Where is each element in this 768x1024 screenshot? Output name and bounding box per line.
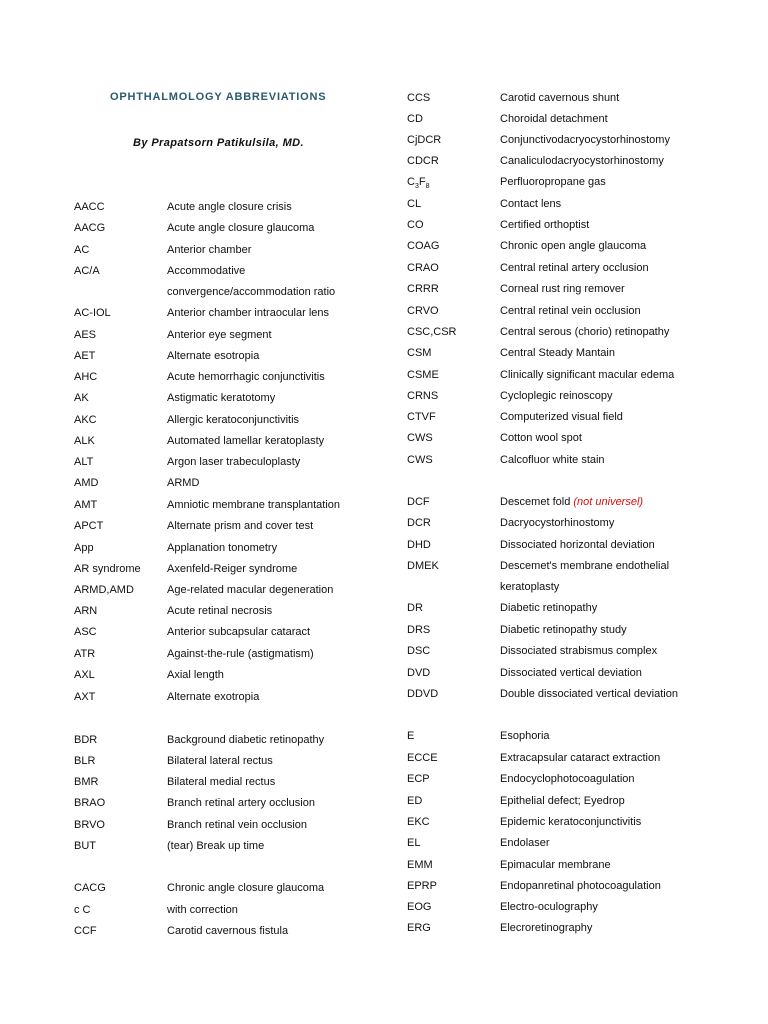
abbreviation: ATR — [74, 648, 96, 660]
definition: Amniotic membrane transplantation — [167, 499, 341, 511]
definition: Choroidal detachment — [500, 113, 608, 125]
abbreviation: BUT — [74, 840, 96, 852]
definition: convergence/accommodation ratio — [167, 286, 336, 298]
abbreviation: CDCR — [407, 155, 439, 167]
abbreviation: AK — [74, 392, 89, 404]
definition: Epithelial defect; Eyedrop — [500, 795, 625, 807]
abbreviation: CRAO — [407, 262, 439, 274]
abbreviation: AES — [74, 329, 97, 341]
subscript: 3 — [414, 183, 419, 190]
abbreviation: AMT — [74, 499, 98, 511]
definition: Background diabetic retinopathy — [167, 734, 325, 746]
definition: Age-related macular degeneration — [167, 584, 334, 596]
abbreviation: BMR — [74, 776, 99, 788]
abbreviation: CRRR — [407, 283, 439, 295]
abbreviation: DDVD — [407, 688, 439, 700]
definition: Central Steady Mantain — [500, 347, 615, 359]
definition: Applanation tonometry — [167, 542, 278, 554]
abbreviation: EL — [407, 837, 421, 849]
definition: Epidemic keratoconjunctivitis — [500, 816, 642, 828]
definition: Acute angle closure crisis — [167, 201, 292, 213]
definition: Dissociated horizontal deviation — [500, 539, 655, 551]
abbreviation: EKC — [407, 816, 430, 828]
abbreviation: BRAO — [74, 797, 106, 809]
definition: Axial length — [167, 669, 224, 681]
definition: Against-the-rule (astigmatism) — [167, 648, 314, 660]
definition: Diabetic retinopathy — [500, 602, 598, 614]
document-author: By Prapatsorn Patikulsila, MD. — [133, 137, 304, 149]
definition: Anterior eye segment — [167, 329, 272, 341]
definition: Extracapsular cataract extraction — [500, 752, 661, 764]
abbreviation: AC-IOL — [74, 307, 111, 319]
definition: Bilateral medial rectus — [167, 776, 276, 788]
definition: Dissociated strabismus complex — [500, 645, 658, 657]
definition: Cycloplegic reinoscopy — [500, 390, 613, 402]
abbreviation: ASC — [74, 626, 97, 638]
definition: Carotid cavernous shunt — [500, 92, 620, 104]
definition: Electro-oculography — [500, 901, 598, 913]
abbreviation: COAG — [407, 240, 440, 252]
definition: Bilateral lateral rectus — [167, 755, 273, 767]
abbreviation: DHD — [407, 539, 431, 551]
abbreviation: EPRP — [407, 880, 437, 892]
abbreviation: AMD — [74, 477, 99, 489]
subscript: 8 — [425, 183, 430, 190]
definition: Certified orthoptist — [500, 219, 590, 231]
definition: Dacryocystorhinostomy — [500, 517, 615, 529]
abbreviation — [407, 172, 430, 194]
abbreviation: AHC — [74, 371, 98, 383]
definition: Canaliculodacryocystorhinostomy — [500, 155, 664, 167]
definition: Branch retinal artery occlusion — [167, 797, 315, 809]
definition: Anterior subcapsular cataract — [167, 626, 311, 638]
definition: Diabetic retinopathy study — [500, 624, 627, 636]
abbreviation: c C — [74, 904, 91, 916]
abbreviation: CO — [407, 219, 424, 231]
abbreviation: EMM — [407, 859, 433, 871]
abbreviation: DMEK — [407, 560, 439, 572]
abbreviation: CSC,CSR — [407, 326, 457, 338]
definition: Chronic angle closure glaucoma — [167, 882, 325, 894]
abbreviation: BDR — [74, 734, 98, 746]
abbreviation: AET — [74, 350, 96, 362]
abbreviation: DVD — [407, 667, 431, 679]
definition: Acute angle closure glaucoma — [167, 222, 315, 234]
definition: Computerized visual field — [500, 411, 623, 423]
definition: Alternate exotropia — [167, 691, 260, 703]
red-note: (not universel) — [573, 496, 644, 508]
definition: Dissociated vertical deviation — [500, 667, 642, 679]
abbreviation: EOG — [407, 901, 432, 913]
abbreviation: BRVO — [74, 819, 105, 831]
abbreviation: CWS — [407, 432, 433, 444]
definition: Calcofluor white stain — [500, 454, 605, 466]
abbreviation: BLR — [74, 755, 96, 767]
abbreviation: CSM — [407, 347, 432, 359]
definition-text: Descemet fold — [500, 496, 574, 508]
abbreviation: CjDCR — [407, 134, 442, 146]
definition: Clinically significant macular edema — [500, 369, 675, 381]
definition: (tear) Break up time — [167, 840, 265, 852]
definition: Contact lens — [500, 198, 562, 210]
abbreviation: CSME — [407, 369, 439, 381]
abbreviation: CL — [407, 198, 422, 210]
definition: Epimacular membrane — [500, 859, 611, 871]
definition — [500, 492, 643, 512]
definition: Acute hemorrhagic conjunctivitis — [167, 371, 325, 383]
definition: Automated lamellar keratoplasty — [167, 435, 325, 447]
definition: Anterior chamber intraocular lens — [167, 307, 330, 319]
abbreviation-letter: C — [407, 176, 415, 188]
definition: Branch retinal vein occlusion — [167, 819, 308, 831]
abbreviation: AXT — [74, 691, 96, 703]
abbreviation: CRNS — [407, 390, 439, 402]
abbreviation: AXL — [74, 669, 95, 681]
definition: Conjunctivodacryocystorhinostomy — [500, 134, 670, 146]
abbreviation: ALT — [74, 456, 94, 468]
definition: Endocyclophotocoagulation — [500, 773, 635, 785]
definition: Cotton wool spot — [500, 432, 582, 444]
abbreviation: ED — [407, 795, 423, 807]
definition: keratoplasty — [500, 581, 560, 593]
definition: Acute retinal necrosis — [167, 605, 273, 617]
definition: Argon laser trabeculoplasty — [167, 456, 301, 468]
definition: Corneal rust ring remover — [500, 283, 625, 295]
definition: Descemet's membrane endothelial — [500, 560, 670, 572]
abbreviation: DRS — [407, 624, 431, 636]
definition: Central serous (chorio) retinopathy — [500, 326, 670, 338]
definition: Axenfeld-Reiger syndrome — [167, 563, 298, 575]
abbreviation: CWS — [407, 454, 433, 466]
definition: with correction — [167, 904, 238, 916]
definition: Central retinal vein occlusion — [500, 305, 641, 317]
abbreviation: DR — [407, 602, 423, 614]
abbreviation: CACG — [74, 882, 106, 894]
abbreviation: App — [74, 542, 94, 554]
abbreviation: AKC — [74, 414, 97, 426]
definition: Alternate esotropia — [167, 350, 260, 362]
abbreviation: ECCE — [407, 752, 438, 764]
definition: Chronic open angle glaucoma — [500, 240, 647, 252]
definition: Alternate prism and cover test — [167, 520, 314, 532]
abbreviation: AR syndrome — [74, 563, 141, 575]
definition: Elecroretinography — [500, 922, 593, 934]
definition: Carotid cavernous fistula — [167, 925, 289, 937]
definition: Endopanretinal photocoagulation — [500, 880, 661, 892]
definition: Central retinal artery occlusion — [500, 262, 649, 274]
definition: Allergic keratoconjunctivitis — [167, 414, 300, 426]
abbreviation: CTVF — [407, 411, 436, 423]
abbreviation: AACC — [74, 201, 105, 213]
definition: Esophoria — [500, 730, 550, 742]
abbreviation: CD — [407, 113, 423, 125]
definition: Accommodative — [167, 265, 246, 277]
abbreviation: DCF — [407, 496, 430, 508]
definition: Endolaser — [500, 837, 550, 849]
abbreviation: CCF — [74, 925, 97, 937]
abbreviation: AC/A — [74, 265, 100, 277]
definition: Anterior chamber — [167, 244, 252, 256]
abbreviation: DSC — [407, 645, 431, 657]
definition: Perfluoropropane gas — [500, 176, 606, 188]
definition: Astigmatic keratotomy — [167, 392, 276, 404]
abbreviation: CRVO — [407, 305, 439, 317]
definition: ARMD — [167, 477, 200, 489]
abbreviation: ARN — [74, 605, 98, 617]
abbreviation: AACG — [74, 222, 106, 234]
abbreviation: ECP — [407, 773, 430, 785]
abbreviation: ARMD,AMD — [74, 584, 134, 596]
abbreviation: APCT — [74, 520, 104, 532]
abbreviation-letter: F — [418, 176, 426, 188]
abbreviation: ERG — [407, 922, 431, 934]
abbreviation: DCR — [407, 517, 431, 529]
abbreviation: AC — [74, 244, 90, 256]
abbreviation: CCS — [407, 92, 431, 104]
abbreviation: ALK — [74, 435, 95, 447]
abbreviation: E — [407, 730, 415, 742]
definition: Double dissociated vertical deviation — [500, 688, 678, 700]
document-title: OPHTHALMOLOGY ABBREVIATIONS — [110, 91, 327, 103]
